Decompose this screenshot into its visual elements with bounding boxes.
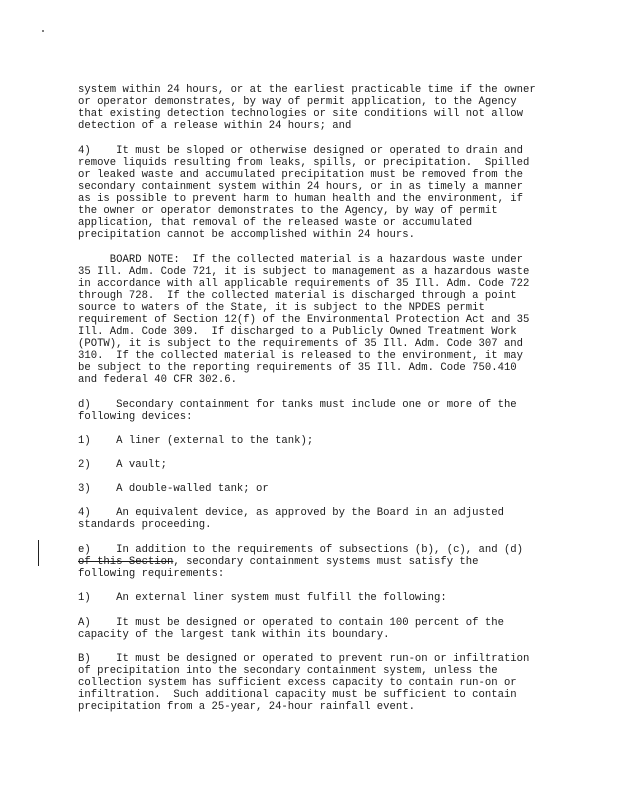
text-line: precipitation cannot be accomplished within 24 hours.: [78, 229, 415, 241]
list-item: 1) An external liner system must fulfill the following:: [78, 592, 447, 604]
board-note-line: Ill. Adm. Code 309. If discharged to a Publicly Owned Treatment Work: [78, 326, 517, 338]
text-line: remove liquids resulting from leaks, spills, or precipitation. Spilled: [78, 157, 530, 169]
list-item: A) It must be designed or operated to contain 100 percent of the: [78, 617, 504, 629]
text-fragment: , secondary containment systems must satisfy the: [173, 556, 479, 568]
list-item: 3) A double-walled tank; or: [78, 483, 269, 495]
text-line: e) In addition to the requirements of subsections (b), (c), and (d): [78, 544, 524, 556]
list-item: 4) An equivalent device, as approved by the Board in an adjusted: [78, 507, 504, 519]
list-item: 1) A liner (external to the tank);: [78, 435, 314, 447]
list-item: capacity of the largest tank within its boundary.: [78, 629, 390, 641]
list-item: standards proceeding.: [78, 519, 212, 531]
board-note-line: requirement of Section 12(f) of the Environmental Protection Act and 35: [78, 314, 530, 326]
board-note-line: source to waters of the State, it is subject to the NPDES permit: [78, 302, 485, 314]
text-line-amended: [78, 556, 479, 568]
list-item: of precipitation into the secondary containment system, unless the: [78, 665, 498, 677]
text-line: 4) It must be sloped or otherwise designed or operated to drain and: [78, 145, 524, 157]
board-note-line: 35 Ill. Adm. Code 721, it is subject to management as a hazardous waste: [78, 266, 530, 278]
text-line: system within 24 hours, or at the earliest practicable time if the owner: [78, 84, 536, 96]
list-item: 2) A vault;: [78, 459, 168, 471]
text-line: secondary containment system within 24 hours, or in as timely a manner: [78, 181, 524, 193]
text-line: detection of a release within 24 hours; and: [78, 120, 352, 132]
text-line: application, that removal of the released waste or accumulated: [78, 217, 473, 229]
text-line: or operator demonstrates, by way of permit application, to the Agency: [78, 96, 517, 108]
list-item: B) It must be designed or operated to prevent run-on or infiltration: [78, 653, 530, 665]
board-note-line: (POTW), it is subject to the requirements of 35 Ill. Adm. Code 307 and: [78, 338, 524, 350]
text-line: or leaked waste and accumulated precipitation must be removed from the: [78, 169, 524, 181]
scan-speck: [42, 30, 44, 32]
board-note-line: be subject to the reporting requirements of 35 Ill. Adm. Code 750.410: [78, 362, 517, 374]
list-item: collection system has sufficient excess capacity to contain run-on or: [78, 677, 517, 689]
board-note-line: through 728. If the collected material is discharged through a point: [78, 290, 517, 302]
board-note-line: and federal 40 CFR 302.6.: [78, 374, 237, 386]
list-item: infiltration. Such additional capacity must be sufficient to contain: [78, 689, 517, 701]
text-line: that existing detection technologies or site conditions will not allow: [78, 108, 524, 120]
struck-text: of this Section: [78, 556, 174, 568]
text-line: following requirements:: [78, 568, 225, 580]
text-line: as is possible to prevent harm to human health and the environment, if: [78, 193, 524, 205]
board-note-line: 310. If the collected material is released to the environment, it may: [78, 350, 524, 362]
board-note-line: in accordance with all applicable requirements of 35 Ill. Adm. Code 722: [78, 278, 530, 290]
text-line: following devices:: [78, 411, 193, 423]
text-line: d) Secondary containment for tanks must include one or more of the: [78, 399, 517, 411]
list-item: precipitation from a 25-year, 24-hour rainfall event.: [78, 701, 415, 713]
text-line: the owner or operator demonstrates to the Agency, by way of permit: [78, 205, 498, 217]
board-note-line: BOARD NOTE: If the collected material is a hazardous waste under: [78, 254, 524, 266]
revision-bar: [38, 540, 39, 566]
